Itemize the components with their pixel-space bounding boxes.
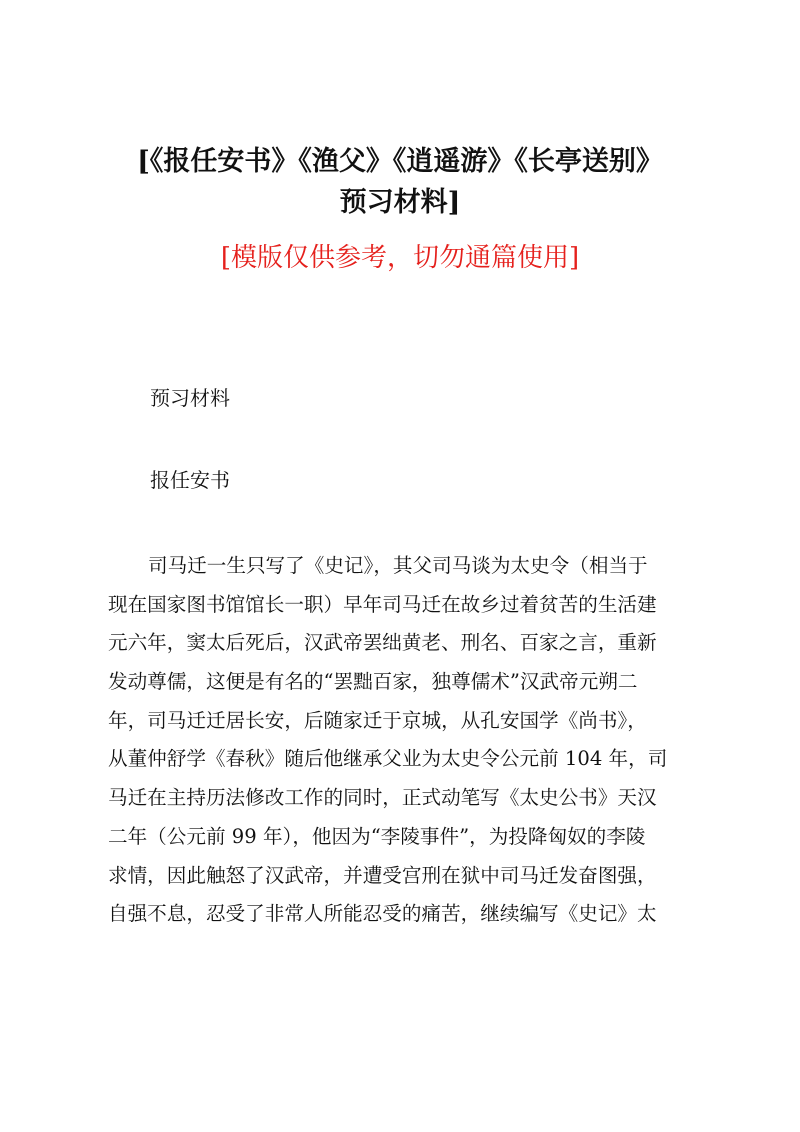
body-line: 元六年，窦太后死后，汉武帝罢绌黄老、刑名、百家之言，重新	[108, 631, 657, 655]
template-notice: [模版仅供参考，切勿通篇使用]	[220, 243, 580, 273]
body-line: 二年（公元前 99 年），他因为“李陵事件”，为投降匈奴的李陵	[108, 824, 646, 848]
section-heading-baorenanshu: 报任安书	[150, 468, 230, 492]
document-title-line-1: [《报任安书》《渔父》《逍遥游》《长亭送别》	[137, 146, 663, 177]
body-line: 从董仲舒学《春秋》随后他继承父业为太史令公元前 104 年，司	[108, 747, 668, 771]
document-title-line-2: 预习材料]	[339, 187, 461, 218]
body-line: 司马迁一生只写了《史记》，其父司马谈为太史令（相当于	[148, 554, 648, 577]
section-heading-preview: 预习材料	[150, 386, 230, 410]
body-line: 年，司马迁迁居长安，后随家迁于京城，从孔安国学《尚书》，	[108, 708, 647, 732]
body-line: 现在国家图书馆馆长一职）早年司马迁在故乡过着贫苦的生活建	[108, 592, 657, 616]
body-paragraph	[108, 547, 708, 934]
body-line: 发动尊儒，这便是有名的“罢黜百家，独尊儒术”汉武帝元朔二	[108, 670, 638, 694]
body-line: 自强不息，忍受了非常人所能忍受的痛苦，继续编写《史记》太	[108, 902, 657, 926]
body-line: 求情，因此触怒了汉武帝，并遭受宫刑在狱中司马迁发奋图强，	[108, 863, 657, 887]
body-line: 马迁在主持历法修改工作的同时，正式动笔写《太史公书》天汉	[108, 786, 657, 810]
